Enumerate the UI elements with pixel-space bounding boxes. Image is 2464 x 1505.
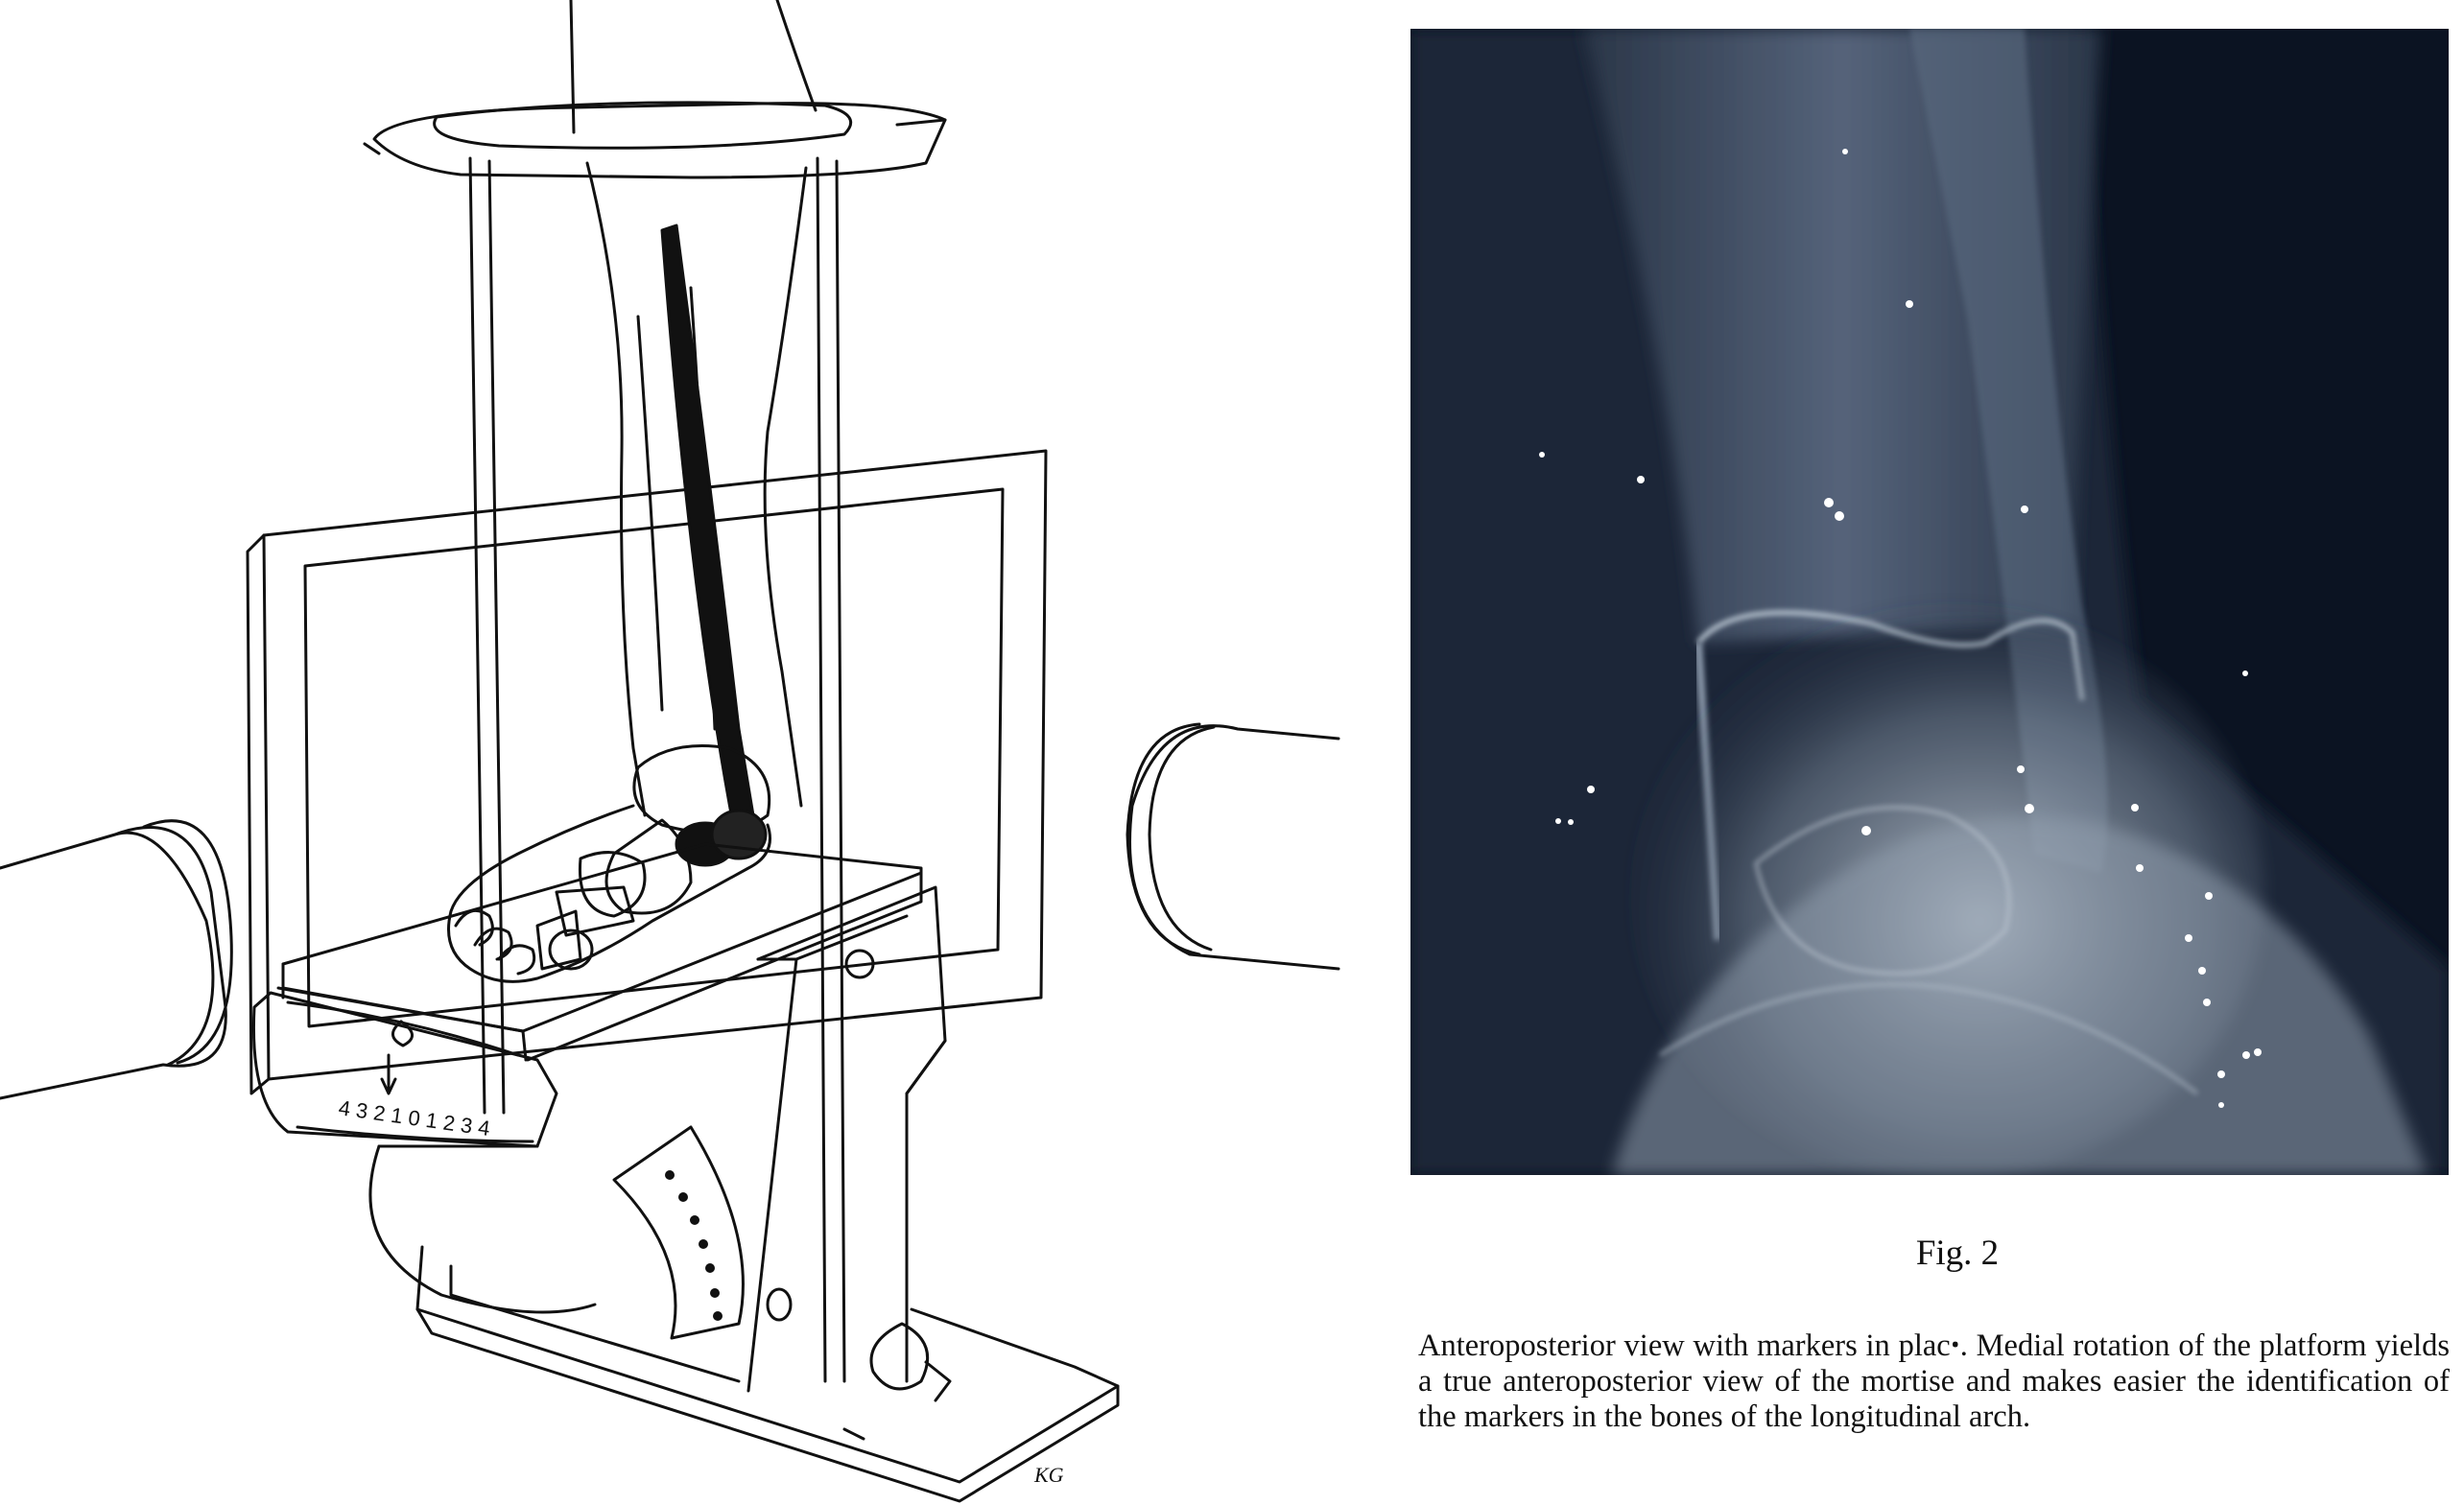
side-plate	[748, 887, 945, 1391]
left-xray-tube	[0, 821, 231, 1098]
base	[417, 1247, 1118, 1501]
fibula-shading	[662, 225, 758, 854]
figure-caption: Anteroposterior view with markers in placꞏ. Medial rotation of the platform yields a true anteroposterior view of the mortise and makes easier the identification of the markers in the bones of the longitudinal arch.	[1418, 1329, 2450, 1434]
right-xray-tube	[1127, 724, 1339, 969]
film-cassette-frame	[248, 451, 1046, 1093]
support-rods	[470, 158, 844, 1381]
figure-label: Fig. 2	[1915, 1234, 2000, 1273]
cradle-arc	[370, 1127, 744, 1338]
dial-scale-label: 4 3 2 1 0 1 2 3 4	[337, 1095, 492, 1141]
artist-mark: KG	[1034, 1463, 1064, 1487]
radiograph	[1410, 29, 2449, 1175]
top-ring	[365, 103, 945, 177]
